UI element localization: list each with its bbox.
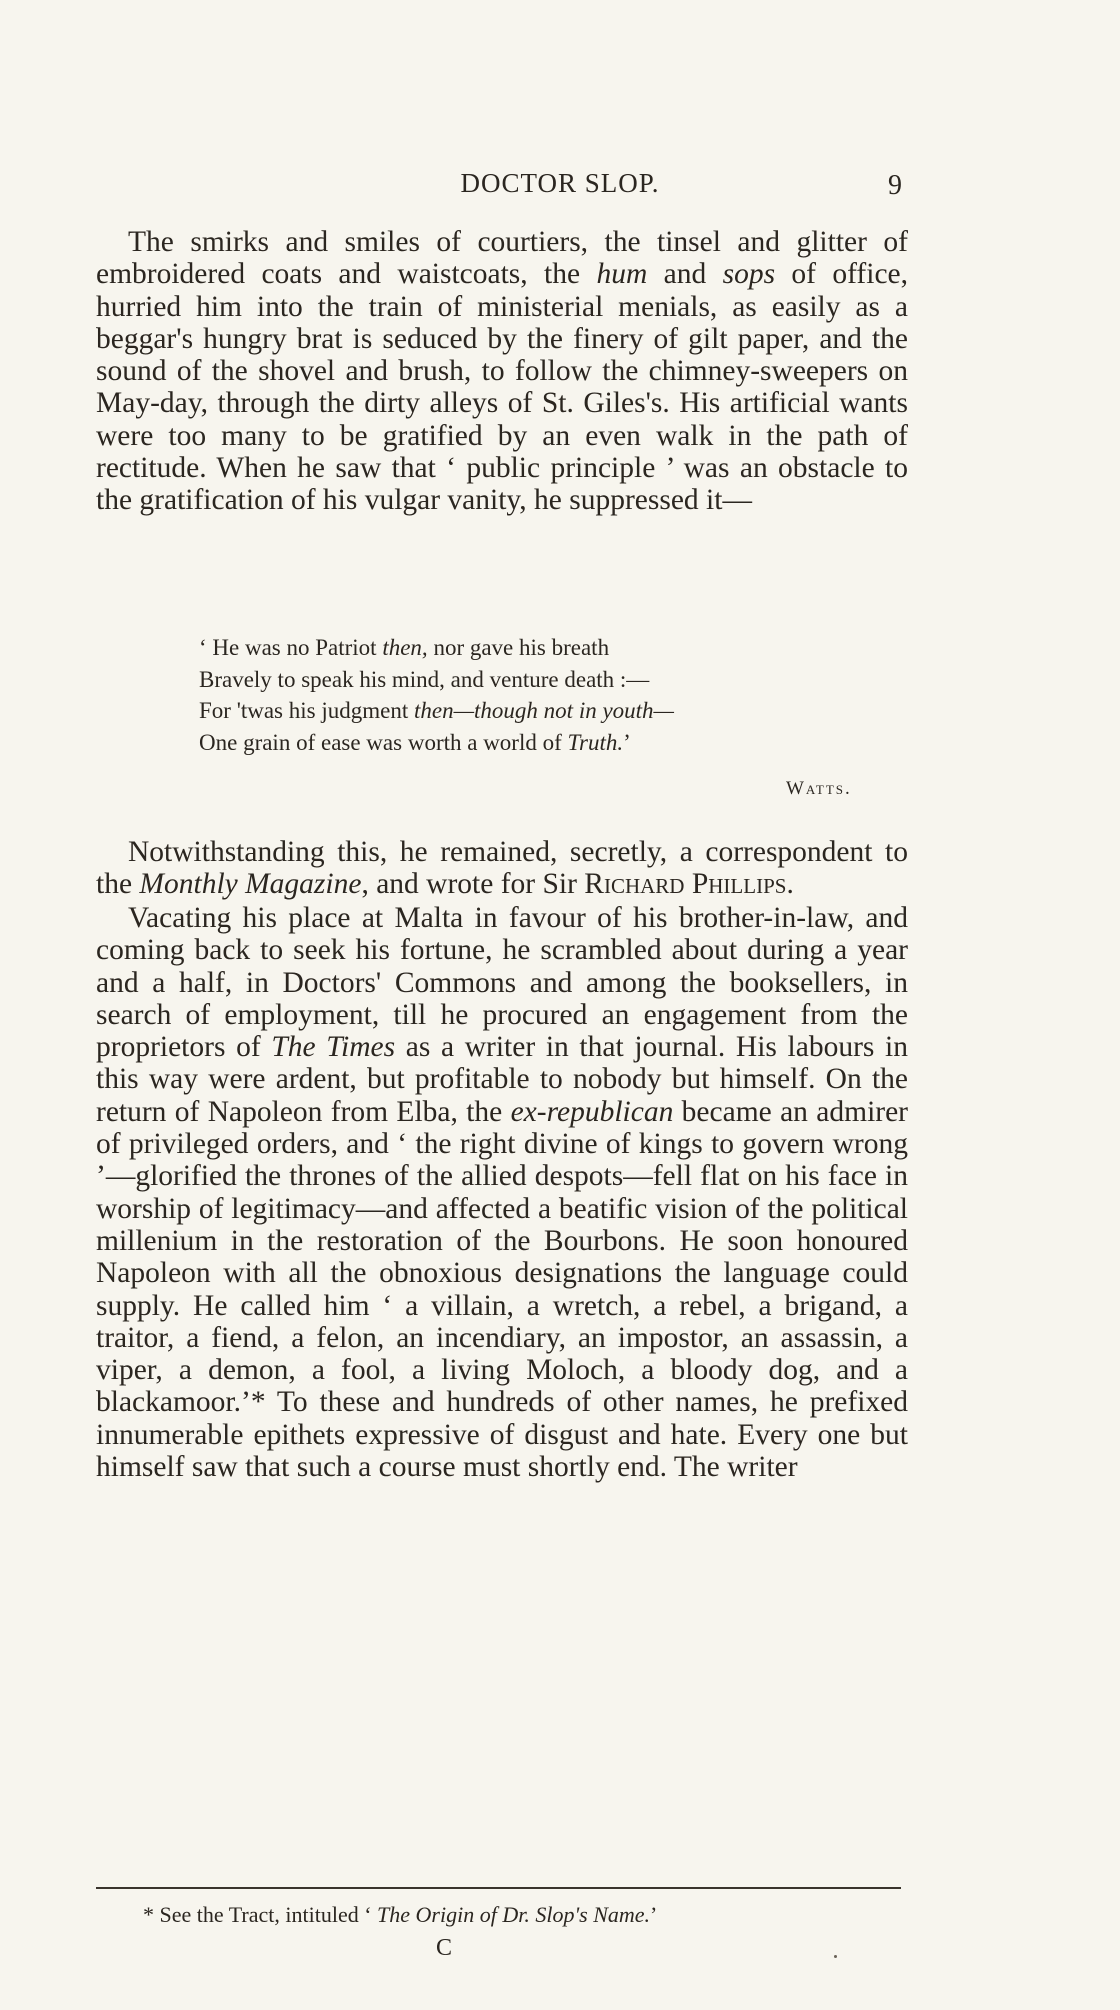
- verse-quotation: [199, 632, 899, 758]
- verse-italic: Truth.: [567, 729, 624, 755]
- verse-italic: then—though not in youth—: [413, 698, 675, 724]
- paragraph-text: Vacating his place at Malta in favour of his brother-in-law, and coming back to seek his fortune, he scrambled about during a year and a half, in Doctors' Commons and among the booksellers, in search of employment, till he procured an engagement from the proprietors of: [96, 902, 908, 1064]
- footnote-italic: The Origin of Dr. Slop's Name.: [377, 1902, 651, 1927]
- footnote-rule: [96, 1887, 901, 1889]
- verse-line: [199, 632, 899, 664]
- footnote: [143, 1902, 657, 1928]
- page-header: [0, 168, 1120, 208]
- running-head: DOCTOR SLOP.: [460, 168, 660, 198]
- paragraph-text: as a writer in that journal. His labours in this way were ardent, but profitable to nobody but himself. On the return of Napoleon from Elba, the: [96, 1031, 908, 1128]
- verse-text: nor gave his breath: [427, 635, 610, 660]
- paragraph-text: of office, hurried him into the train of ministerial menials, as easily as a beggar's hungry brat is seduced by the finery of gilt paper, and the sound of the shovel and brush, to follow the chimney-sweepers on May-day, through the dirty alleys of St. Giles's. His artificial wants were too many to be gratified by an even walk in the path of rectitude. When he saw that ‘ public principle ’ was an obstacle to the gratification of his vulgar vanity, he suppressed it—: [96, 258, 909, 517]
- verse-text: ’: [623, 729, 631, 755]
- italic-term: sops: [722, 258, 776, 291]
- verse-italic: then,: [382, 635, 428, 660]
- paragraph-text: .: [786, 868, 794, 901]
- ink-speck: [834, 1955, 837, 1958]
- verse-text: For 'twas his judgment: [199, 698, 414, 724]
- small-caps-name: Richard Phillips: [584, 868, 787, 901]
- paragraph-text: and: [647, 258, 723, 291]
- paragraph-text: became an admirer of privileged orders, and ‘ the right divine of kings to govern wrong ’—glorified the thrones of the allied despots—fell flat on his face in worship of legitimacy—and affected a beatific vision of the political millenium in the restoration of the Bourbons. He soon honoured Napoleon with all the obnoxious designations the language could supply. He called him ‘ a villain, a wretch, a rebel, a brigand, a traitor, a fiend, a felon, an incendiary, an impostor, an assassin, a viper, a demon, a fool, a living Moloch, a bloody dog, and a blackamoor.’* To these and hundreds of other names, he prefixed innumerable epithets expressive of disgust and hate. Every one but himself saw that such a course must shortly end. The writer: [96, 1095, 909, 1484]
- italic-term: ex-republican: [510, 1095, 674, 1128]
- verse-text: ‘ He was no Patriot: [199, 635, 383, 660]
- verse-line: Bravely to speak his mind, and venture death :—: [199, 666, 650, 692]
- page-number: 9: [888, 170, 902, 201]
- footnote-text: ’: [650, 1902, 658, 1927]
- verse-text: One grain of ease was worth a world of: [199, 729, 568, 755]
- paragraph-text: , and wrote for Sir: [361, 868, 585, 901]
- paragraph-correspondent: [96, 836, 908, 901]
- verse-line: [199, 695, 899, 727]
- italic-term: hum: [596, 258, 648, 291]
- paragraph-courtiers: [96, 226, 908, 517]
- verse-line: [199, 727, 899, 759]
- signature-mark: C: [436, 1935, 453, 1961]
- paragraph-malta: [96, 902, 908, 1483]
- paragraph-text: The smirks and smiles of courtiers, the tinsel and glitter of embroidered coats and waistcoats, the: [96, 226, 908, 291]
- paragraph-text: Notwithstanding this, he remained, secretly, a correspondent to the: [96, 836, 908, 901]
- footnote-text: * See the Tract, intituled ‘: [143, 1902, 378, 1927]
- verse-attribution: Watts.: [786, 778, 852, 799]
- italic-title: Monthly Magazine: [139, 868, 362, 901]
- italic-title: The Times: [271, 1031, 396, 1064]
